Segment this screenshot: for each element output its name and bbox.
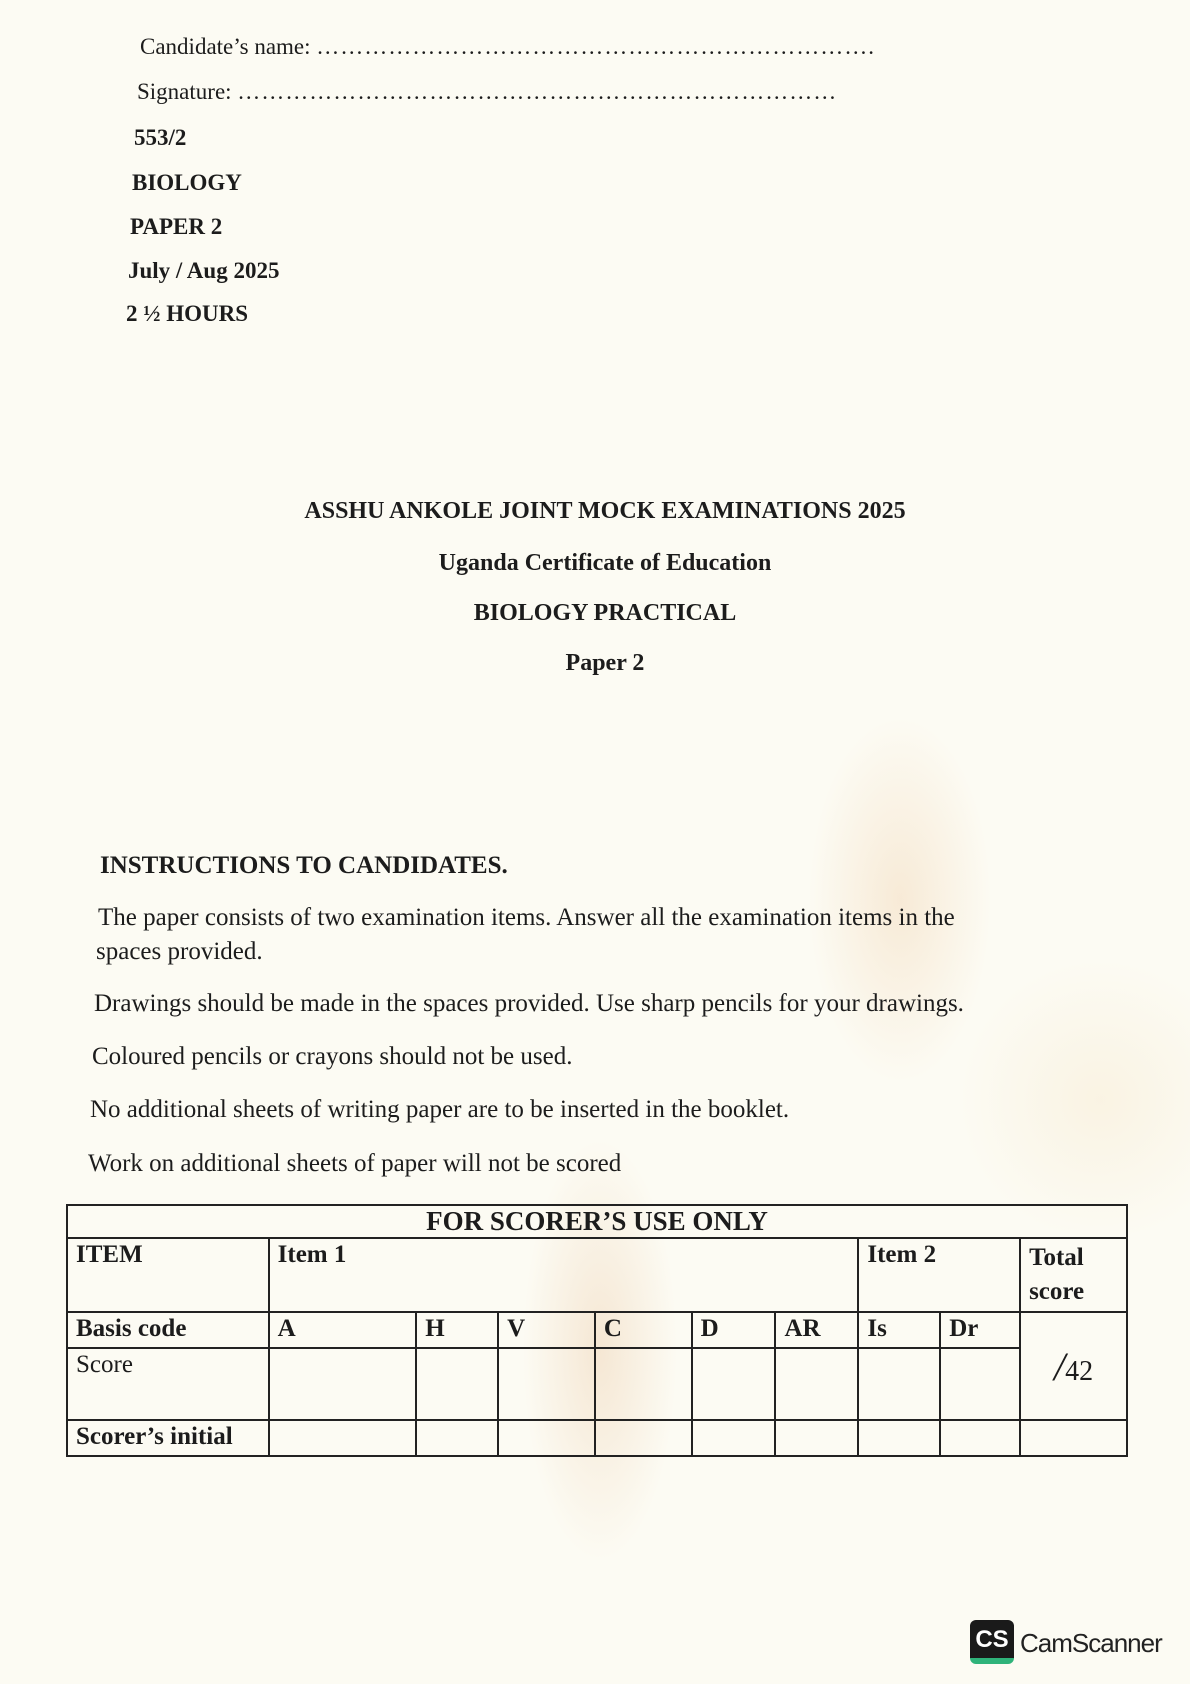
scorer-table-title: FOR SCORER’S USE ONLY — [67, 1205, 1127, 1238]
code-cell: V — [498, 1312, 595, 1348]
code-cell: C — [595, 1312, 692, 1348]
item-header: ITEM — [67, 1238, 269, 1312]
signature-label: Signature: — [137, 79, 232, 104]
camscanner-brand: CamScanner — [1020, 1628, 1162, 1658]
code-cell: H — [416, 1312, 498, 1348]
paper-code: 553/2 — [134, 125, 187, 150]
initial-entry-cell[interactable] — [269, 1420, 417, 1456]
code-cell: Dr — [940, 1312, 1020, 1348]
initial-entry-cell[interactable] — [775, 1420, 858, 1456]
code-cell: A — [269, 1312, 417, 1348]
scorer-table — [66, 1204, 1128, 1457]
candidate-name-line — [140, 34, 875, 60]
slash-mark: / — [1053, 1343, 1066, 1389]
total-score-cell[interactable] — [1020, 1312, 1127, 1420]
duration: 2 ½ HOURS — [126, 301, 249, 326]
item-1-header: Item 1 — [269, 1238, 859, 1312]
instruction-1a: The paper consists of two examination items. Answer all the examination items in the — [98, 904, 955, 931]
score-entry-cell[interactable] — [940, 1348, 1020, 1420]
subject: BIOLOGY — [132, 170, 242, 195]
initial-entry-cell[interactable] — [595, 1420, 692, 1456]
signature-dots: ………………………………………………………………… — [237, 79, 838, 104]
score-label: Score — [67, 1348, 269, 1420]
score-entry-cell[interactable] — [858, 1348, 940, 1420]
max-score: 42 — [1065, 1355, 1094, 1387]
instruction-1b: spaces provided. — [96, 938, 263, 965]
exam-name: ASSHU ANKOLE JOINT MOCK EXAMINATIONS 2025 — [304, 498, 906, 524]
instruction-2: Drawings should be made in the spaces provided. Use sharp pencils for your drawings. — [94, 990, 964, 1017]
score-entry-cell[interactable] — [498, 1348, 595, 1420]
instruction-4: No additional sheets of writing paper are to be inserted in the booklet. — [90, 1096, 790, 1123]
practical-title: BIOLOGY PRACTICAL — [473, 600, 737, 626]
score-entry-cell[interactable] — [775, 1348, 858, 1420]
code-cell: Is — [858, 1312, 940, 1348]
certificate-name: Uganda Certificate of Education — [438, 550, 772, 576]
scorer-initial-label: Scorer’s initial — [67, 1420, 269, 1456]
score-entry-cell[interactable] — [269, 1348, 417, 1420]
paper-title: Paper 2 — [565, 650, 645, 676]
candidate-name-dots: ……………………………………………………………. — [316, 34, 876, 59]
instruction-3: Coloured pencils or crayons should not be used. — [92, 1043, 573, 1070]
candidate-name-label: Candidate’s name: — [140, 34, 311, 59]
total-label: Total — [1029, 1244, 1084, 1271]
initial-entry-cell[interactable] — [858, 1420, 940, 1456]
code-cell: AR — [775, 1312, 858, 1348]
score-entry-cell[interactable] — [595, 1348, 692, 1420]
score-entry-cell[interactable] — [692, 1348, 776, 1420]
session: July / Aug 2025 — [128, 258, 280, 283]
signature-line — [137, 79, 837, 105]
instruction-5: Work on additional sheets of paper will not be scored — [88, 1150, 622, 1177]
initial-entry-cell[interactable] — [416, 1420, 498, 1456]
paper-number: PAPER 2 — [130, 214, 223, 239]
item-2-header: Item 2 — [858, 1238, 1020, 1312]
instructions-heading: INSTRUCTIONS TO CANDIDATES. — [100, 852, 508, 879]
total-score-header — [1020, 1238, 1127, 1312]
initial-entry-cell[interactable] — [498, 1420, 595, 1456]
initial-entry-cell[interactable] — [1020, 1420, 1127, 1456]
code-cell: D — [692, 1312, 776, 1348]
score-entry-cell[interactable] — [416, 1348, 498, 1420]
initial-entry-cell[interactable] — [692, 1420, 776, 1456]
basis-code-label: Basis code — [67, 1312, 269, 1348]
camscanner-logo: CS — [970, 1620, 1014, 1664]
score-label-total: score — [1029, 1278, 1085, 1305]
initial-entry-cell[interactable] — [940, 1420, 1020, 1456]
